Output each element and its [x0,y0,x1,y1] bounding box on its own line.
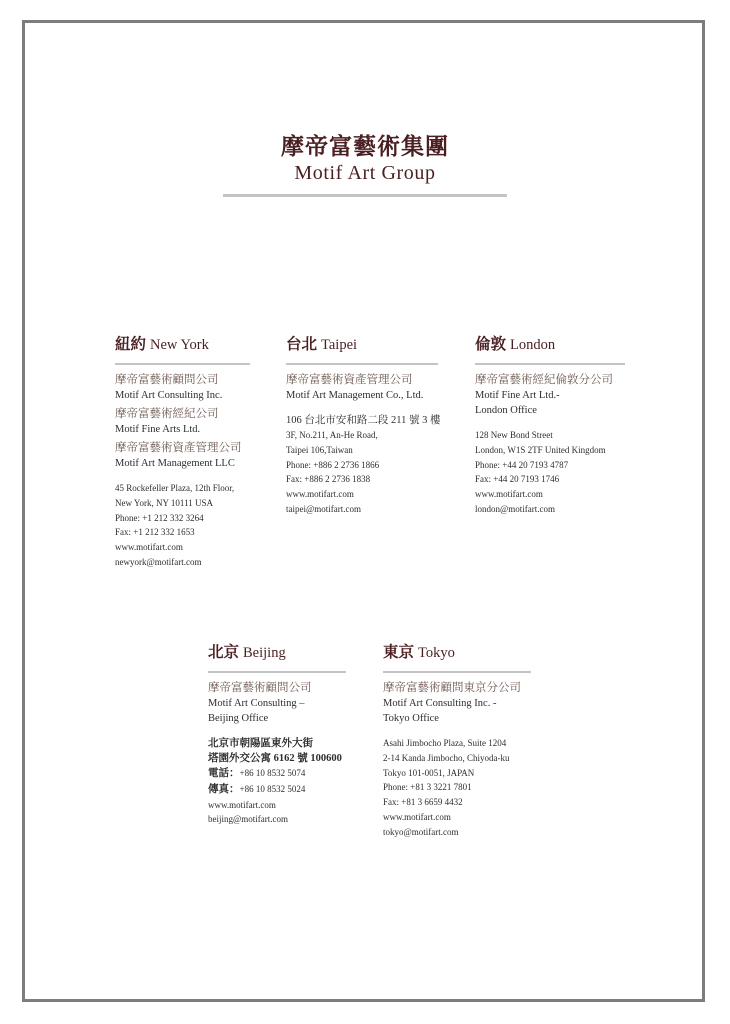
company-entry [475,372,625,418]
company-name-en: London Office [475,405,537,416]
office-divider [286,363,438,365]
contact-value: +86 10 8532 5024 [239,783,306,794]
office-divider [115,363,250,365]
address-line: Fax: +886 2 2736 1838 [286,474,371,485]
company-entry [115,372,250,403]
office-london [475,334,625,517]
address-line: Fax: +44 20 7193 1746 [475,474,560,485]
office-header [208,642,346,664]
city-name-zh: 倫敦 [475,336,507,353]
company-entry [115,406,250,437]
address-line: 塔園外交公寓 6162 號 100600 [208,753,342,764]
address-line: Phone: +1 212 332 3264 [115,512,204,523]
office-divider [208,671,346,673]
contact-line [208,782,346,798]
company-name-en: Motif Art Management LLC [115,458,235,469]
address-line: 45 Rockefeller Plaza, 12th Floor, [115,483,235,493]
company-entry [115,440,250,471]
website-link[interactable]: www.motifart.com [208,799,276,810]
company-name-en: Motif Art Management Co., Ltd. [286,390,424,401]
office-contact-details [383,736,531,840]
email-link[interactable]: tokyo@motifart.com [383,826,459,837]
address-line: 北京市朝陽區東外大街 [208,738,313,749]
company-name-en: Beijing Office [208,713,269,724]
address-line: 106 台北市安和路二段 211 號 3 樓 [286,415,441,426]
contact-label: 傳真： [208,783,240,795]
company-name-zh: 摩帝富藝術經紀倫敦分公司 [475,374,613,386]
address-line: Taipei 106,Taiwan [286,444,353,455]
city-name-en: Beijing [243,645,286,661]
office-beijing [208,642,346,827]
email-link[interactable]: newyork@motifart.com [115,556,202,567]
company-name-en: Motif Art Consulting Inc. [115,390,223,401]
email-link[interactable]: beijing@motifart.com [208,814,289,825]
address-line: Fax: +1 212 332 1653 [115,527,195,538]
office-divider [383,671,531,673]
address-line: New York, NY 10111 USA [115,497,214,508]
city-name-zh: 台北 [286,336,318,353]
office-taipei [286,334,441,517]
address-line: Asahi Jimbocho Plaza, Suite 1204 [383,738,507,748]
office-header [286,334,438,356]
address-line: 128 New Bond Street [475,430,553,440]
website-link[interactable]: www.motifart.com [115,542,183,553]
address-line: 3F, No.211, An-He Road, [286,430,378,440]
company-name-zh: 摩帝富藝術資產管理公司 [115,442,242,454]
city-name-zh: 北京 [208,644,240,661]
email-link[interactable]: london@motifart.com [475,503,556,514]
company-entry [208,680,346,726]
city-name-zh: 紐約 [115,336,147,353]
website-link[interactable]: www.motifart.com [383,811,451,822]
company-entry [383,680,531,726]
brand-name-zh: 摩帝富藝術集團 [281,134,449,159]
address-line: 2-14 Kanda Jimbocho, Chiyoda-ku [383,752,510,763]
address-line: Phone: +886 2 2736 1866 [286,459,380,470]
brand-divider [223,194,507,197]
office-header [475,334,625,356]
office-tokyo [383,642,531,840]
office-contact-details [286,413,441,517]
office-contact-details [475,428,625,517]
company-name-zh: 摩帝富藝術經紀公司 [115,408,219,420]
company-name-en: Motif Art Consulting – [208,698,305,709]
company-name-en: Tokyo Office [383,713,439,724]
city-name-zh: 東京 [383,644,415,661]
website-link[interactable]: www.motifart.com [286,489,354,500]
office-divider [475,363,625,365]
company-name-en: Motif Art Consulting Inc. - [383,698,497,709]
company-name-en: Motif Fine Arts Ltd. [115,424,201,435]
address-line: Phone: +81 3 3221 7801 [383,782,472,793]
address-line: London, W1S 2TF United Kingdom [475,444,606,455]
city-name-en: Tokyo [418,645,455,661]
office-contact-details [115,481,250,570]
address-line: Fax: +81 3 6659 4432 [383,797,463,808]
office-new-york [115,334,250,570]
city-name-en: Taipei [321,337,358,353]
contact-label: 電話： [208,768,240,779]
office-header [383,642,531,664]
company-name-zh: 摩帝富藝術顧問公司 [115,374,219,386]
office-contact-details [208,736,346,827]
company-name-en: Motif Fine Art Ltd.- [475,390,560,401]
contact-value: +86 10 8532 5074 [239,768,306,778]
city-name-en: London [510,337,556,353]
brand-name-en: Motif Art Group [294,162,436,184]
company-name-zh: 摩帝富藝術顧問公司 [208,682,312,694]
address-line: Tokyo 101-0051, JAPAN [383,767,475,778]
city-name-en: New York [150,337,209,353]
contact-line [208,766,346,782]
website-link[interactable]: www.motifart.com [475,489,543,500]
address-line: Phone: +44 20 7193 4787 [475,459,569,470]
company-name-zh: 摩帝富藝術顧問東京分公司 [383,682,521,694]
office-header [115,334,250,356]
company-entry [286,372,438,403]
email-link[interactable]: taipei@motifart.com [286,503,362,514]
company-name-zh: 摩帝富藝術資產管理公司 [286,374,413,386]
